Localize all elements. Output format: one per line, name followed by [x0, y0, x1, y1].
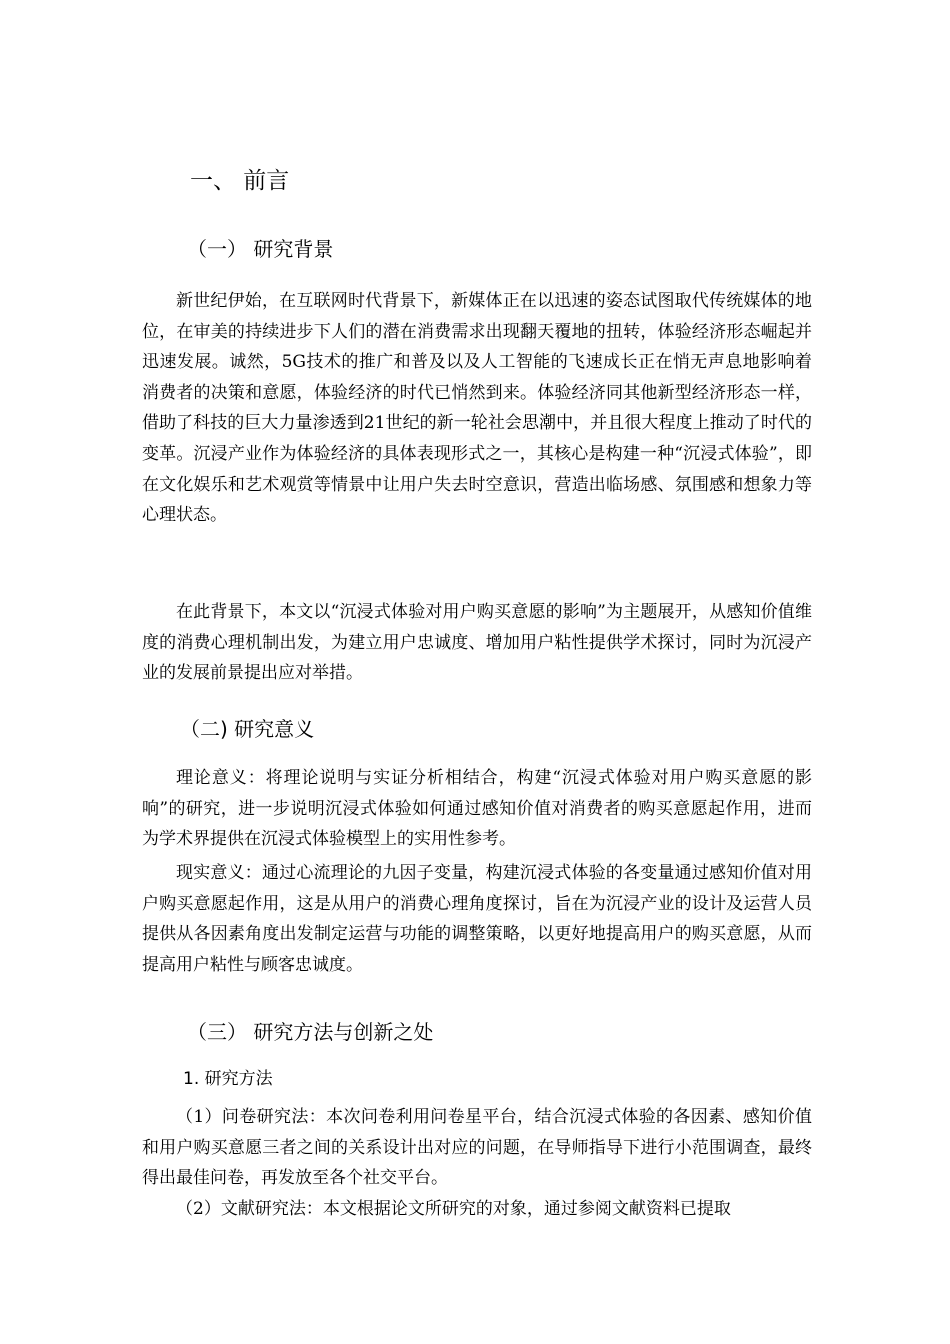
section-heading-methods: （三） 研究方法与创新之处	[187, 1020, 434, 1044]
significance-paragraph-theory: 理论意义：将理论说明与实证分析相结合，构建“沉浸式体验对用户购买意愿的影响”的研究，进一步说明沉浸式体验如何通过感知价值对消费者的购买意愿起作用，进而为学术界提供在沉浸式体验模型上的实用性参考。	[142, 768, 812, 850]
background-paragraph-1: 新世纪伊始，在互联网时代背景下，新媒体正在以迅速的姿态试图取代传统媒体的地位，在审美的持续进步下人们的潜在消费需求出现翻天覆地的扭转，体验经济形态崛起并迅速发展。诚然，5G技术的推广和普及以及人工智能的飞速成长正在悄无声息地影响着消费者的决策和意愿，体验经济的时代已悄然到来。体验经济同其他新型经济形态一样，借助了科技的巨大力量渗透到21世纪的新一轮社会思潮中，并且很大程度上推动了时代的变革。沉浸产业作为体验经济的具体表现形式之一，其核心是构建一种“沉浸式体验”，即在文化娱乐和艺术观赏等情景中让用户失去时空意识，营造出临场感、氛围感和想象力等心理状态。	[142, 291, 812, 526]
significance-paragraph-practice: 现实意义：通过心流理论的九因子变量，构建沉浸式体验的各变量通过感知价值对用户购买意愿起作用，这是从用户的消费心理角度探讨，旨在为沉浸产业的设计及运营人员提供从各因素角度出发制定运营与功能的调整策略，以更好地提高用户的购买意愿，从而提高用户粘性与顾客忠诚度。	[142, 863, 812, 975]
background-paragraph-2: 在此背景下，本文以“沉浸式体验对用户购买意愿的影响”为主题展开，从感知价值维度的消费心理机制出发，为建立用户忠诚度、增加用户粘性提供学术探讨，同时为沉浸产业的发展前景提出应对举措。	[142, 602, 812, 684]
method-paragraph-literature: （2）文献研究法：本文根据论文所研究的对象，通过参阅文献资料已提取	[176, 1199, 731, 1219]
subheading-research-methods: 1. 研究方法	[183, 1069, 273, 1089]
chapter-heading: 一、 前言	[190, 168, 290, 194]
section-heading-significance: （二) 研究意义	[180, 717, 315, 741]
method-paragraph-questionnaire: （1）问卷研究法：本次问卷利用问卷星平台，结合沉浸式体验的各因素、感知价值和用户购买意愿三者之间的关系设计出对应的问题，在导师指导下进行小范围调查，最终得出最佳问卷，再发放至各个社交平台。	[142, 1107, 812, 1189]
section-heading-background: （一） 研究背景	[187, 237, 334, 261]
